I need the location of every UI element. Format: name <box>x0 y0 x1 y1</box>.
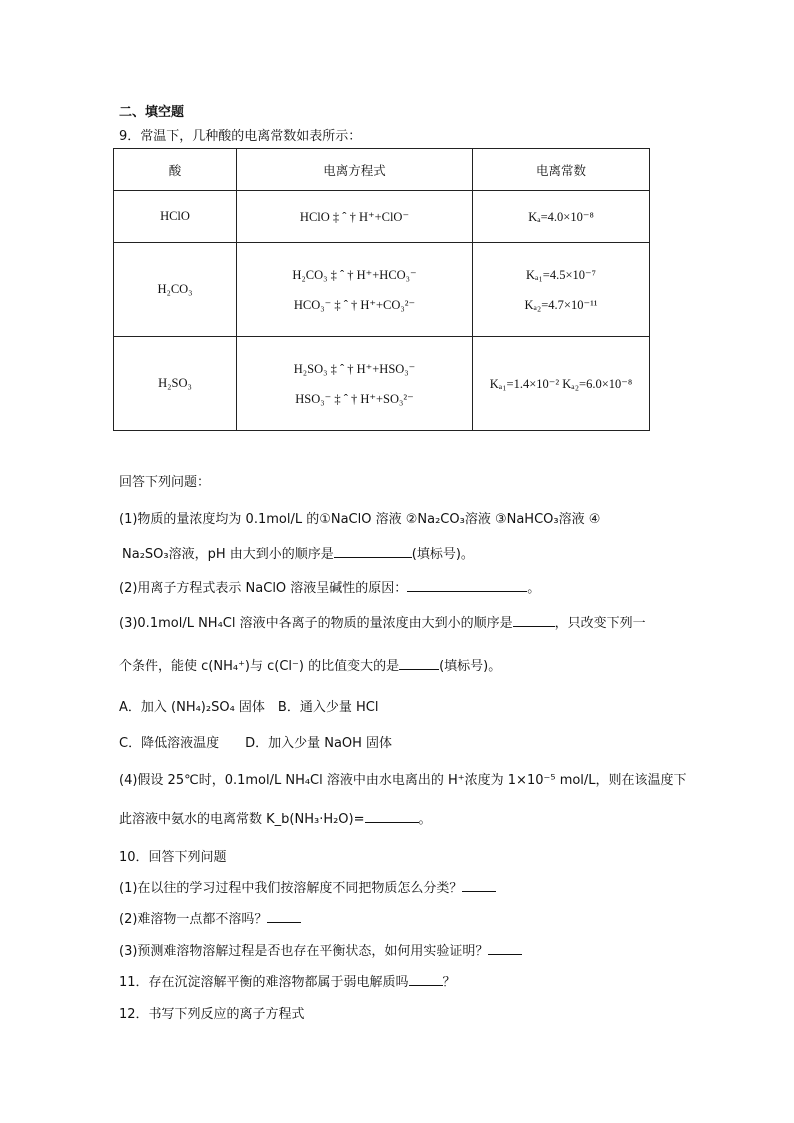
answer-blank[interactable] <box>399 657 439 670</box>
question-9-intro <box>119 125 361 144</box>
table-row <box>114 191 650 243</box>
constant-cell <box>473 337 650 431</box>
part-3-text-cont: ，只改变下列一 <box>554 616 646 631</box>
part-3-text: 个条件，能使 c(NH₄⁺)与 c(Cl⁻) 的比值变大的是 <box>119 659 400 674</box>
question-10-title: 10．回答下列问题 <box>119 850 227 865</box>
equation: H₂CO₃ ‡ ˆ † H⁺+HCO₃⁻ <box>292 267 417 282</box>
header-constant: 电离常数 <box>473 149 650 191</box>
q10-text: (3)预测难溶物溶解过程是否也存在平衡状态，如何用实验证明？ <box>119 944 489 959</box>
answer-prompt: 回答下列问题： <box>119 475 211 490</box>
answer-blank[interactable] <box>407 579 527 592</box>
options-cd: C．降低溶液温度 D．加入少量 NaOH 固体 <box>119 736 393 751</box>
section-title: 二、填空题 <box>119 105 185 120</box>
answer-blank[interactable] <box>334 545 412 558</box>
table-row <box>114 337 650 431</box>
equation-cell <box>237 243 473 337</box>
question-number: 9． <box>119 129 141 144</box>
part-1-hint: (填标号)。 <box>411 547 474 562</box>
part-4-end: 。 <box>418 812 432 827</box>
equation: HSO₃⁻ ‡ ˆ † H⁺+SO₃²⁻ <box>295 391 414 406</box>
part-1-line-2 <box>122 543 474 562</box>
part-1-line-1: (1)物质的量浓度均为 0.1mol/L 的①NaClO 溶液 ②Na₂CO₃溶液 ③NaHCO₃溶液 ④ <box>119 512 601 527</box>
part-4-text: 此溶液中氨水的电离常数 K_b(NH₃·H₂O)= <box>119 812 365 827</box>
answer-blank[interactable] <box>513 614 555 627</box>
acid-cell: H₂SO₃ <box>114 337 237 431</box>
q11-text: 11．存在沉淀溶解平衡的难溶物都属于弱电解质吗 <box>119 975 409 990</box>
answer-blank[interactable] <box>409 973 443 986</box>
constant: Kₐ₁=4.5×10⁻⁷ <box>526 267 596 282</box>
options-ab: A．加入 (NH₄)₂SO₄ 固体 B．通入少量 HCl <box>119 700 379 715</box>
part-2-text: (2)用离子方程式表示 NaClO 溶液呈碱性的原因： <box>119 581 408 596</box>
question-10-part-1 <box>119 877 496 896</box>
question-text: 常温下，几种酸的电离常数如表所示： <box>140 129 362 144</box>
table-header-row <box>114 149 650 191</box>
q11-end: ？ <box>442 975 456 990</box>
equation-cell <box>237 191 473 243</box>
equation: H₂SO₃ ‡ ˆ † H⁺+HSO₃⁻ <box>293 361 416 376</box>
constant-cell <box>473 191 650 243</box>
part-3-text: (3)0.1mol/L NH₄Cl 溶液中各离子的物质的量浓度由大到小的顺序是 <box>119 616 513 631</box>
question-12: 12．书写下列反应的离子方程式 <box>119 1007 305 1022</box>
header-equation: 电离方程式 <box>237 149 473 191</box>
part-3-line-1 <box>119 612 646 631</box>
part-2-end: 。 <box>527 581 541 596</box>
q10-text: (1)在以往的学习过程中我们按溶解度不同把物质怎么分类？ <box>119 881 463 896</box>
question-10-part-3 <box>119 940 522 959</box>
constant: Kₐ₂=4.7×10⁻¹¹ <box>524 297 598 312</box>
equation: HClO ‡ ˆ † H⁺+ClO⁻ <box>299 209 410 224</box>
header-acid: 酸 <box>114 149 237 191</box>
question-11 <box>119 971 456 990</box>
answer-blank[interactable] <box>267 910 301 923</box>
part-2 <box>119 577 540 596</box>
constant: Kₐ₁=1.4×10⁻² Kₐ₂=6.0×10⁻⁸ <box>489 376 633 391</box>
acid-cell: H₂CO₃ <box>114 243 237 337</box>
constant: Kₐ=4.0×10⁻⁸ <box>528 209 594 224</box>
part-4-line-1: (4)假设 25℃时，0.1mol/L NH₄Cl 溶液中由水电离出的 H⁺浓度为 1×10⁻⁵ mol/L，则在该温度下 <box>119 773 687 788</box>
part-3-hint: (填标号)。 <box>439 659 502 674</box>
equation-cell <box>237 337 473 431</box>
part-4-line-2 <box>119 808 432 827</box>
question-10-part-2 <box>119 908 301 927</box>
answer-blank[interactable] <box>462 879 496 892</box>
answer-blank[interactable] <box>365 810 419 823</box>
answer-blank[interactable] <box>488 942 522 955</box>
part-1-text: Na₂SO₃溶液，pH 由大到小的顺序是 <box>122 547 334 562</box>
acid-cell: HClO <box>114 191 237 243</box>
q10-text: (2)难溶物一点都不溶吗？ <box>119 912 268 927</box>
table-row <box>114 243 650 337</box>
equation: HCO₃⁻ ‡ ˆ † H⁺+CO₃²⁻ <box>293 297 416 312</box>
part-3-line-2 <box>119 655 501 674</box>
ionization-constant-table <box>113 148 650 431</box>
constant-cell <box>473 243 650 337</box>
